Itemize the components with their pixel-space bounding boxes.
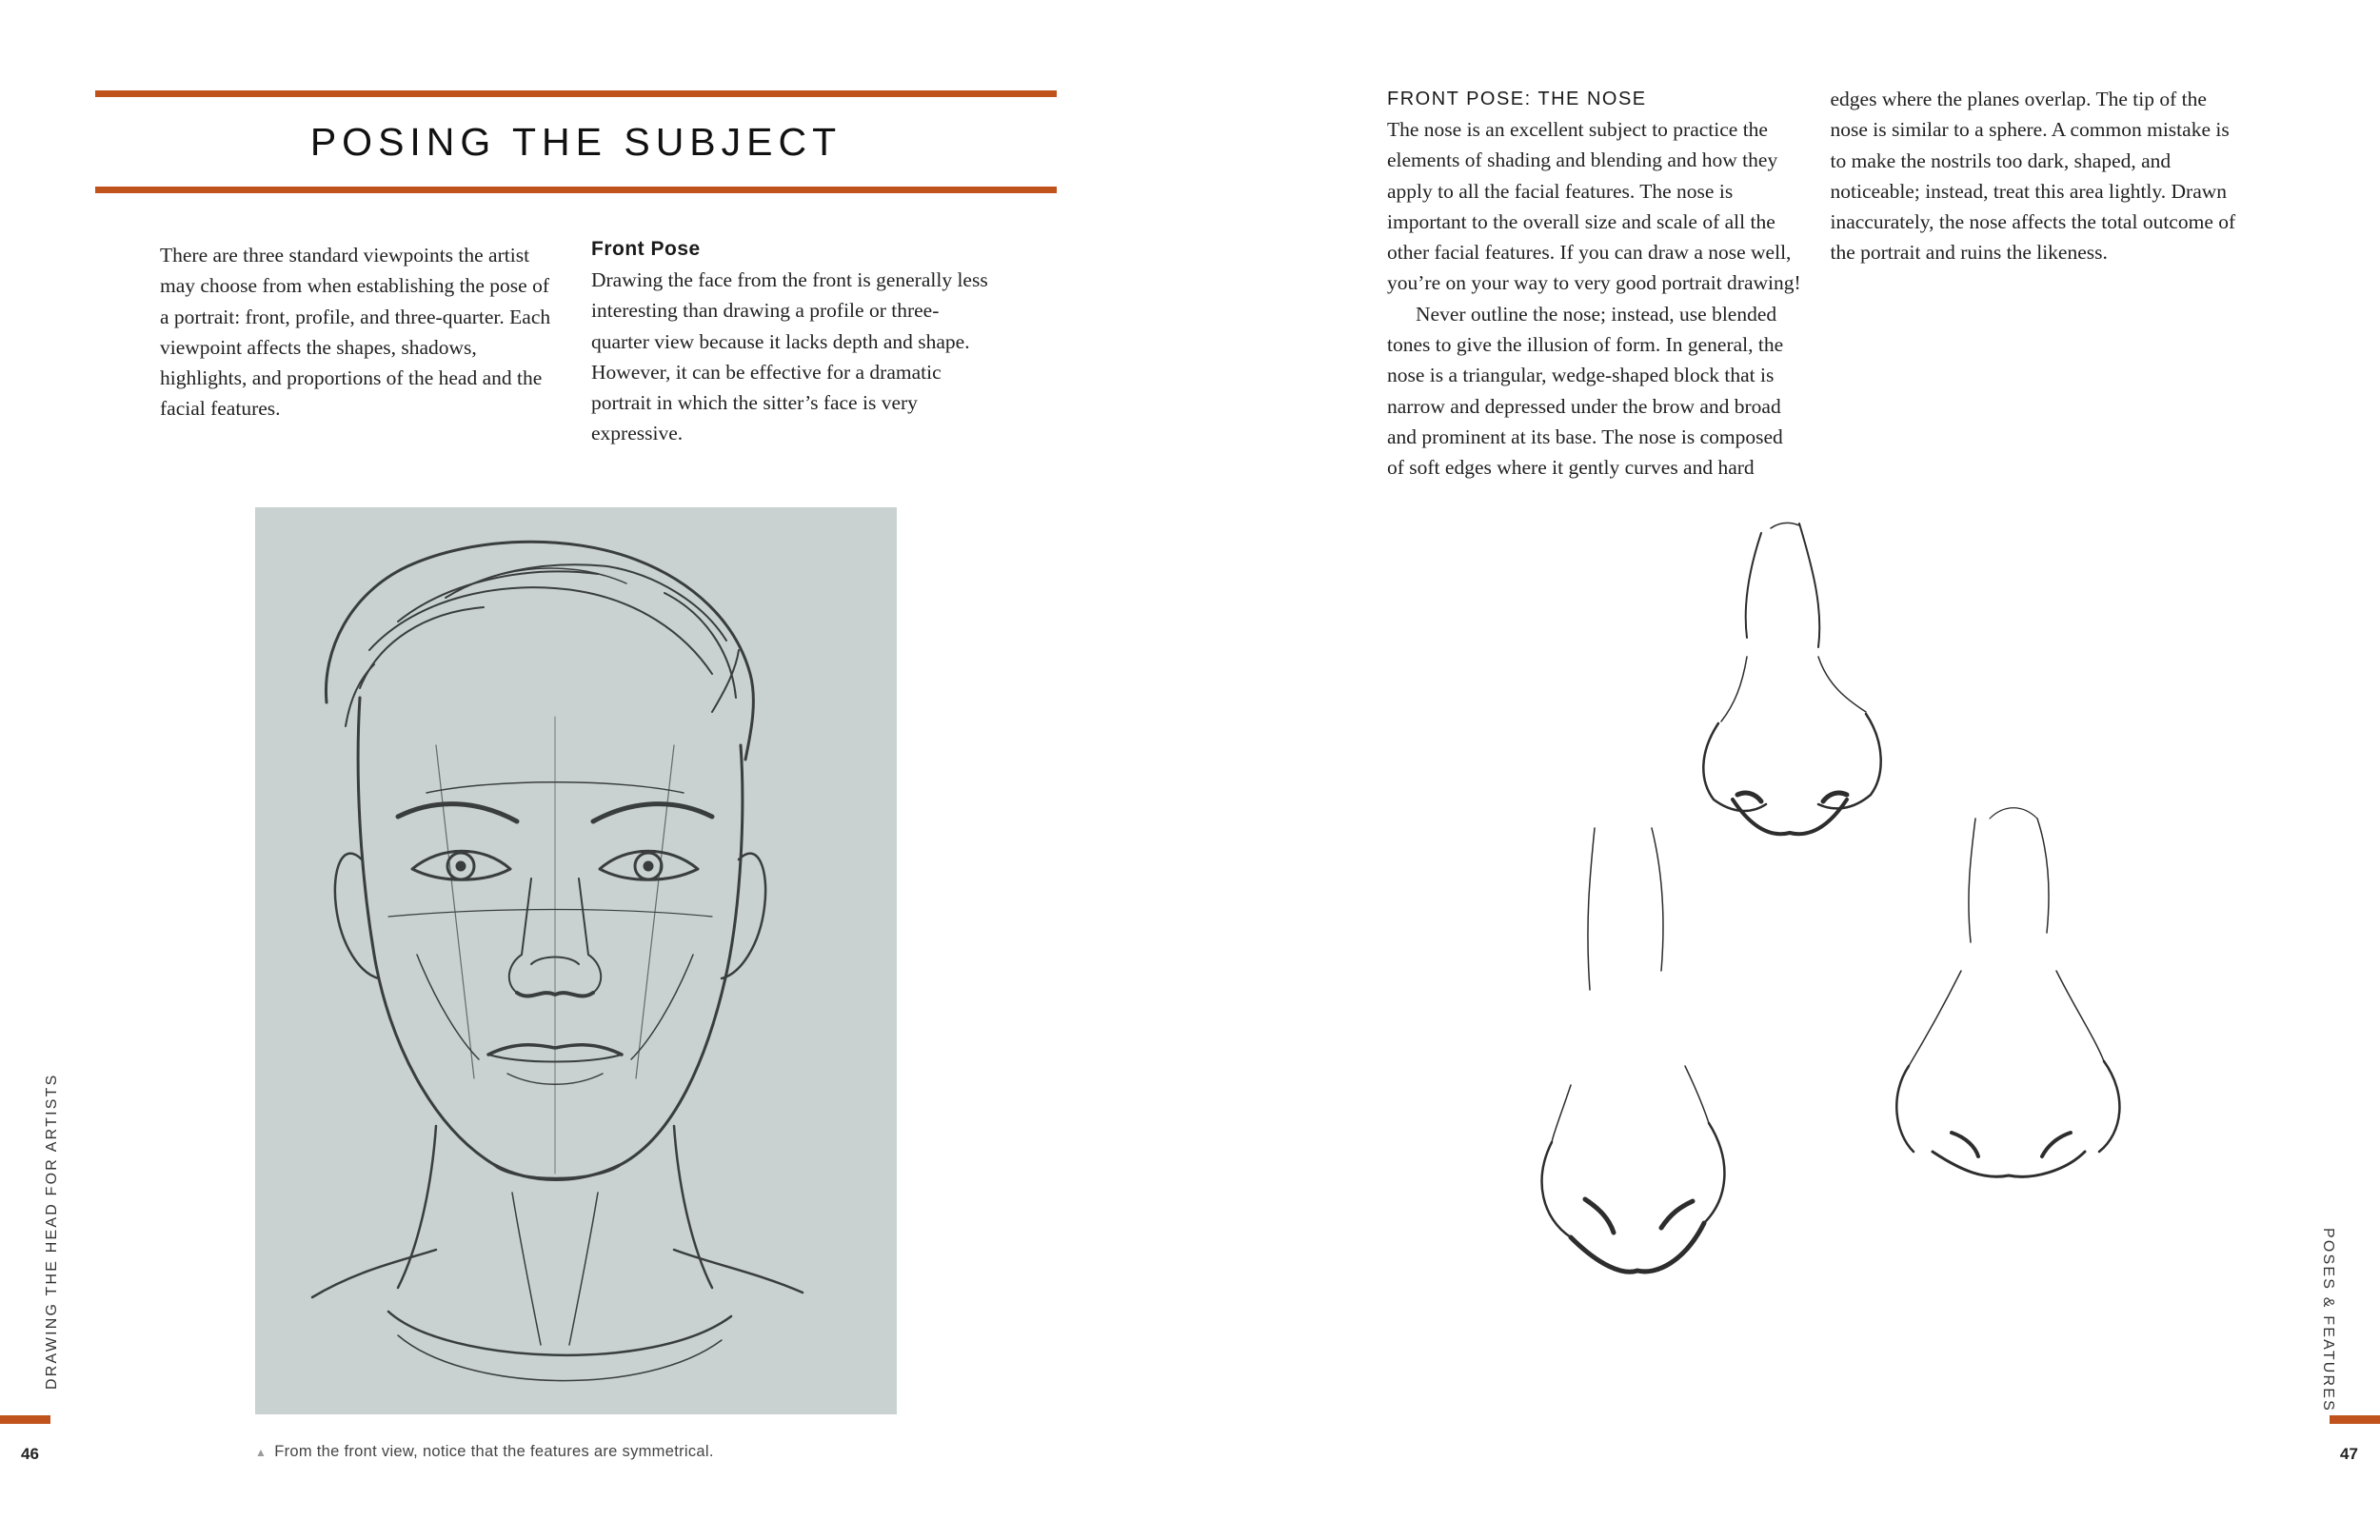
right-running-head: POSES & FEATURES [2320,1228,2336,1413]
nose-sketches [1485,514,2228,1352]
nose-drawings [1485,514,2228,1352]
right-page-number: 47 [2340,1445,2358,1463]
portrait-drawing [255,507,897,1414]
front-pose-heading: Front Pose [591,238,701,260]
left-page-tab [0,1415,50,1424]
caption-text: From the front view, notice that the features are symmetrical. [274,1443,714,1460]
nose-column-right [1387,84,2247,484]
front-pose-section [591,234,991,449]
nose-paragraph-2: Never outline the nose; instead, use blended tones to give the illusion of form. In general, the nose is a triangular, wedge-shaped block that is narrow and depressed under the brow and broad and prominent at its base. The nose is composed of soft edges where it gently curves and hard edges where the planes overlap. The tip of the nose is similar to a sphere. A common mistake is to make the nostrils too dark, shaped, and noticeable; instead, treat this area lightly. Drawn inaccurately, the nose affects the total outcome of the portrait and ruins the likeness. [1387,88,2236,480]
triangle-up-icon: ▲ [255,1446,268,1459]
front-view-portrait-sketch [255,507,897,1414]
figure-caption [255,1443,714,1461]
left-page-number: 46 [21,1445,39,1463]
nose-heading: FRONT POSE: THE NOSE [1387,89,1647,109]
nose-sketch-top [1703,523,1880,834]
nose-paragraph-1: The nose is an excellent subject to practice the elements of shading and blending and how they apply to all the facial features. The nose is important to the overall size and scale of all the other facial features. If you can draw a nose well, you’re on your way to very good portrait drawing! [1387,118,1801,295]
title-rule-top [95,90,1057,97]
nose-sketch-bottom-left [1542,828,1725,1272]
right-page-tab [2330,1415,2380,1424]
nose-sketch-bottom-right [1896,808,2119,1177]
left-running-head: DRAWING THE HEAD FOR ARTISTS [44,1073,60,1390]
front-pose-text: Drawing the face from the front is generally less interesting than drawing a profile or three-quarter view because it lacks depth and shape. However, it can be effective for a dramatic portrait in which the sitter’s face is very expressive. [591,268,988,445]
intro-text: There are three standard viewpoints the artist may choose from when establishing the pose of a portrait: front, profile, and three-quarter. Each viewpoint affects the shapes, shadows, highlights, and proportions of the head and the facial features. [160,244,551,421]
title-rule-bottom [95,187,1057,193]
intro-paragraph [160,240,560,424]
page-title: POSING THE SUBJECT [309,120,843,164]
